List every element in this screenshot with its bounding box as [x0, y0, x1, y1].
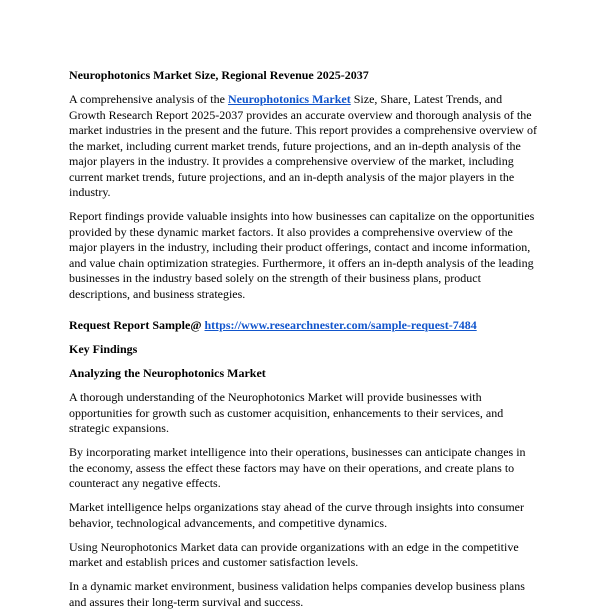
- intro-paragraph: [69, 92, 537, 201]
- sample-request-link[interactable]: https://www.researchnester.com/sample-request-7484: [204, 318, 477, 332]
- paragraph-thorough-understanding: A thorough understanding of the Neurophotonics Market will provide businesses with opportunities for growth such as customer acquisition, enhancements to their services, and strategic expansions.: [69, 390, 504, 435]
- document-title: Neurophotonics Market Size, Regional Revenue 2025-2037: [69, 68, 369, 82]
- paragraph-market-intelligence-insights: Market intelligence helps organizations stay ahead of the curve through insights into consumer behavior, technological advancements, and competitive dynamics.: [69, 500, 524, 530]
- heading-analyzing-market: Analyzing the Neurophotonics Market: [69, 366, 266, 380]
- heading-key-findings: Key Findings: [69, 342, 138, 356]
- report-findings-paragraph: Report findings provide valuable insights into how businesses can capitalize on the opportunities provided by these dynamic market factors. It also provides a comprehensive overview of the major players in the industry, including their product offerings, contact and income information, and value chain optimization strategies. Furthermore, it offers an in-depth analysis of the leading businesses in the industry based solely on the strength of their business plans, product descriptions, and business strategies.: [69, 209, 535, 301]
- request-sample-line: [69, 318, 537, 334]
- request-sample-label: Request Report Sample@: [69, 318, 205, 332]
- paragraph-business-validation: In a dynamic market environment, business validation helps companies develop business plans and assures their long-term survival and success.: [69, 579, 525, 609]
- intro-text-after-link: Size, Share, Latest Trends, and Growth Research Report 2025-2037 provides an accurate overview and thorough analysis of the market industries in the present and the future. This report provides a comprehensive overview of the market, including current market trends, future projections, and an in-depth analysis of the major players in the industry. It provides a comprehensive overview of the market, including current market trends, future projections, and an in-depth analysis of the major players in the industry.: [69, 92, 537, 199]
- paragraph-market-intelligence-operations: By incorporating market intelligence into their operations, businesses can anticipate changes in the economy, assess the effect these factors may have on their operations, and create plans to counteract any negative effects.: [69, 445, 526, 490]
- neurophotonics-market-link[interactable]: Neurophotonics Market: [227, 92, 351, 106]
- intro-text-before-link: A comprehensive analysis of the: [69, 92, 228, 106]
- paragraph-using-market-data: Using Neurophotonics Market data can provide organizations with an edge in the competitive market and establish prices and customer satisfaction levels.: [69, 539, 519, 569]
